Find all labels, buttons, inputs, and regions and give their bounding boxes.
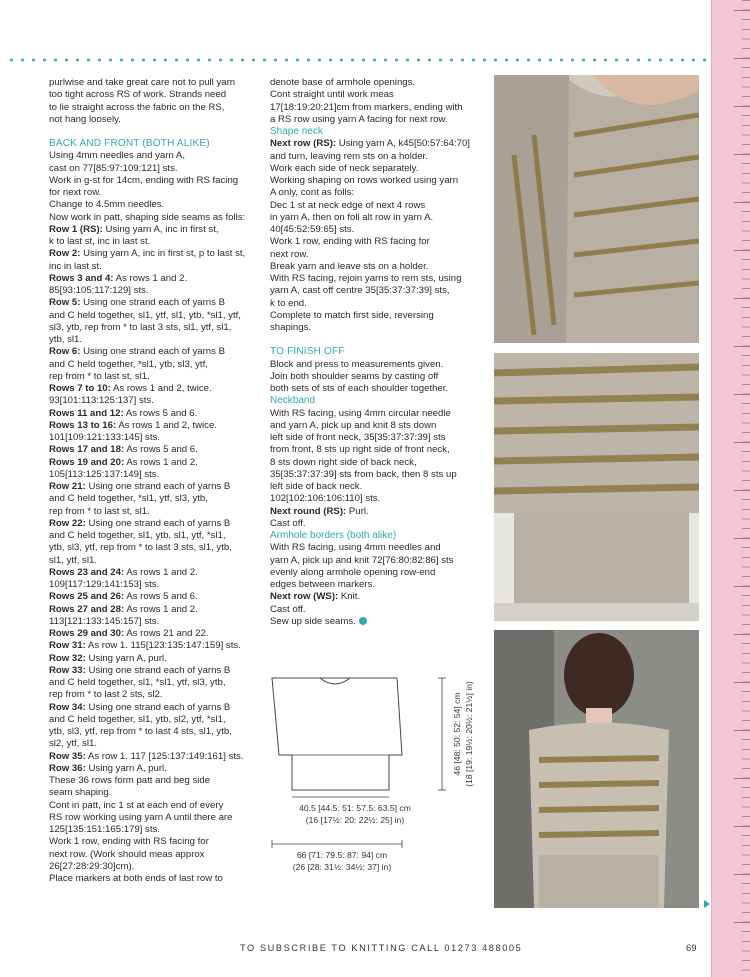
row-text: Using yarn A, purl. [85, 762, 167, 774]
text-line [49, 702, 259, 714]
text-line [49, 334, 259, 346]
text-line [270, 408, 480, 420]
row-text: Cont straight until work meas [270, 89, 394, 101]
text-line [270, 322, 480, 334]
text-line [270, 457, 480, 469]
text-line [270, 138, 480, 150]
text-line [49, 812, 259, 824]
text-line [270, 567, 480, 579]
row-label: Row 1 (RS): [49, 223, 103, 235]
text-line [270, 420, 480, 432]
row-label: Rows 17 and 18: [49, 444, 125, 456]
text-line [49, 591, 259, 603]
row-text: ytb, sl3, ytf, rep from * to last 3 sts, sl1, ytb, [49, 542, 232, 554]
row-text: These 36 rows form patt and beg side [49, 775, 211, 786]
row-text: Work in g-st for 14cm, ending with RS facing [49, 174, 239, 186]
pattern-column-right [270, 77, 480, 628]
intro-text [49, 77, 259, 126]
text-line [49, 199, 259, 211]
row-text: 101[109:121:133:145] sts. [49, 432, 160, 443]
text-line [270, 469, 480, 481]
row-text: Cast off. [270, 603, 306, 615]
row-text: and C held together, sl1, *sl1, ytf, sl3, ytb, [49, 677, 226, 688]
row-text: As row 1. 117 [125:137:149:161] sts. [85, 750, 244, 762]
row-text: and C held together, *sl1, ytf, sl3, ytb, [49, 493, 208, 505]
text-line [270, 555, 480, 567]
row-label: Next row (RS): [270, 138, 337, 150]
waist-in-label: (16 [17½: 20: 22½: 25] in) [305, 815, 405, 825]
text-line [49, 738, 259, 750]
ruler-major-tick [734, 874, 750, 875]
dotted-divider [6, 57, 706, 63]
ruler-major-tick [734, 634, 750, 635]
text-line [270, 102, 480, 114]
ruler-major-tick [734, 538, 750, 539]
row-text: As rows 21 and 22. [124, 628, 209, 639]
text-line [49, 297, 259, 309]
ruler-major-tick [734, 202, 750, 203]
row-text: left side of back neck. [270, 481, 363, 492]
row-text: inc in last st. [49, 260, 102, 272]
row-label: Rows 25 and 26: [49, 591, 125, 603]
row-text: for next row. [49, 187, 102, 198]
text-line [49, 175, 259, 187]
row-text: As rows 1 and 2. [124, 603, 198, 615]
text-line [49, 395, 259, 407]
row-text: yarn A, cast off centre 35[35:37:37:39] sts, [270, 285, 450, 297]
row-text: Block and press to measurements given. [270, 358, 444, 370]
ruler-strip [711, 0, 750, 977]
row-label: Row 34: [49, 701, 86, 713]
row-label: Next round (RS): [270, 505, 347, 517]
text-line [49, 751, 259, 763]
text-line [49, 836, 259, 848]
ruler-major-tick [734, 778, 750, 779]
text-line [49, 359, 259, 371]
ruler-major-tick [734, 298, 750, 299]
text-line [49, 248, 259, 260]
row-text: Work each side of neck separately. [270, 162, 419, 174]
row-text: Using yarn A, inc in first st, [102, 223, 219, 235]
row-text: denote base of armhole openings. [270, 77, 416, 88]
row-text: Using one strand each of yarns B [85, 701, 231, 713]
text-line [49, 628, 259, 640]
text-line [270, 481, 480, 493]
row-text: seam shaping. [49, 787, 112, 799]
text-line [270, 616, 480, 628]
row-text: 40[45:52:59:65] sts. [270, 224, 355, 235]
text-line [49, 775, 259, 787]
row-text: sl2, ytf, sl1. [49, 738, 97, 750]
row-text: 109[117:129:141:153] sts. [49, 579, 160, 590]
text-line [49, 787, 259, 799]
text-line [49, 824, 259, 836]
row-text: Cont in patt, inc 1 st at each end of every [49, 799, 224, 811]
end-bullet-icon [359, 617, 367, 625]
row-text: ytb, sl1. [49, 334, 83, 345]
row-text: As rows 1 and 2. [124, 566, 198, 578]
row-text: evenly along armhole opening row-end [270, 566, 436, 578]
text-line [49, 567, 259, 579]
text-line [49, 849, 259, 861]
text-line: to lie straight across the fabric on the RS, [49, 101, 225, 113]
row-label: Row 21: [49, 481, 86, 492]
row-text: and turn, leaving rem sts on a holder. [270, 150, 428, 162]
continue-marker-icon [704, 900, 710, 908]
ruler-major-tick [734, 826, 750, 827]
text-line [49, 187, 259, 199]
text-line [49, 653, 259, 665]
row-text: As rows 1 and 2, twice. [116, 419, 217, 431]
row-label: Row 33: [49, 664, 86, 676]
garment-schematic [262, 660, 492, 905]
row-label: Next row (WS): [270, 591, 339, 603]
row-text: As rows 5 and 6. [124, 444, 198, 456]
text-line [49, 224, 259, 236]
subscribe-footer: TO SUBSCRIBE TO KNITTING CALL 01273 488005 [240, 943, 523, 953]
text-line [49, 640, 259, 652]
photo-shoulder-detail [494, 75, 699, 343]
heading-back-front: BACK AND FRONT (BOTH ALIKE) [49, 138, 210, 149]
text-line [270, 310, 480, 322]
text-line [49, 530, 259, 542]
row-text: Using 4mm needles and yarn A, [49, 150, 185, 162]
row-label: Row 6: [49, 346, 81, 358]
text-line [270, 187, 480, 199]
text-line [270, 236, 480, 248]
heading-shape-neck: Shape neck [270, 126, 323, 137]
ruler-major-tick [734, 682, 750, 683]
text-line: too tight across RS of work. Strands need [49, 89, 227, 101]
row-label: Rows 29 and 30: [49, 628, 125, 639]
text-line [49, 493, 259, 505]
text-line [49, 383, 259, 395]
text-line [49, 555, 259, 567]
row-text: from front, 8 sts up right side of front neck, [270, 444, 450, 456]
text-line [270, 371, 480, 383]
row-text: With RS facing, using 4mm needles and [270, 542, 441, 554]
finish-instructions [270, 359, 480, 396]
row-text: k to end. [270, 297, 307, 309]
row-text: rep from * to last st, sl1. [49, 370, 150, 382]
text-line [270, 249, 480, 261]
row-text: 35[35:37:37:39] sts from back, then 8 sts up [270, 468, 457, 480]
text-line [270, 261, 480, 273]
text-line [270, 383, 480, 395]
text-line [270, 432, 480, 444]
row-text: and yarn A, pick up and knit 8 sts down [270, 419, 437, 431]
text-line [270, 591, 480, 603]
photo-model-back [494, 630, 699, 908]
row-label: Rows 19 and 20: [49, 456, 125, 468]
shape-neck-instructions [270, 138, 480, 334]
row-text: Purl. [346, 505, 369, 517]
text-line: purlwise and take great care not to pull yarn [49, 77, 236, 88]
row-text: Dec 1 st at neck edge of next 4 rows [270, 199, 426, 211]
row-text: As rows 1 and 2, twice. [110, 383, 212, 394]
text-line [270, 493, 480, 505]
row-text: 102[102:106:106:110] sts. [270, 493, 381, 505]
ruler-major-tick [734, 58, 750, 59]
schematic-neckline [320, 678, 350, 684]
text-line [270, 604, 480, 616]
ruler-major-tick [734, 922, 750, 923]
text-line [49, 481, 259, 493]
text-line [49, 273, 259, 285]
photo-front-pattern-detail [494, 353, 699, 621]
armhole-text [270, 77, 480, 126]
row-text: Using yarn A, inc in first st, p to last st, [80, 248, 246, 260]
armhole-instructions [270, 542, 480, 628]
ruler-major-tick [734, 154, 750, 155]
row-text: With RS facing, rejoin yarns to rem sts, using [270, 273, 462, 284]
row-text: cast on 77[85:97:109:121] sts. [49, 162, 178, 174]
row-label: Row 5: [49, 297, 81, 309]
text-line [49, 212, 259, 224]
row-text: Cast off. [270, 517, 306, 529]
row-text: Break yarn and leave sts on a holder. [270, 260, 429, 272]
text-line: not hang loosely. [49, 113, 121, 125]
text-line [49, 310, 259, 322]
row-text: Using one strand each of yarns B [80, 297, 225, 309]
text-line [49, 506, 259, 518]
row-label: Rows 13 to 16: [49, 419, 117, 431]
text-line [270, 89, 480, 101]
row-text: rep from * to last st, sl1. [49, 505, 150, 517]
text-line [270, 298, 480, 310]
row-text: k to last st, inc in last st. [49, 236, 151, 247]
text-line [270, 114, 480, 126]
row-text: Place markers at both ends of last row to [49, 873, 223, 884]
back-front-instructions [49, 150, 259, 885]
pattern-column-left [49, 77, 259, 885]
heading-neckband: Neckband [270, 395, 316, 407]
page-number: 69 [686, 943, 697, 954]
height-in-label: (18 [19: 19½: 20½: 21½] in) [464, 681, 474, 787]
row-text: 105[113:125:137:149] sts. [49, 468, 160, 480]
width-cm-label: 66 [71: 79.5: 87: 94] cm [296, 850, 388, 860]
height-cm-label: 46 [48: 50: 52: 54] cm [452, 692, 462, 776]
row-text: Using one strand each of yarns B [85, 481, 231, 492]
text-line [270, 163, 480, 175]
row-text: shapings. [270, 322, 312, 333]
text-line [49, 714, 259, 726]
row-text: in yarn A, then on foll alt row in yarn A. [270, 211, 434, 223]
ruler-major-tick [734, 394, 750, 395]
text-line [270, 579, 480, 591]
ruler-major-tick [734, 586, 750, 587]
text-line [49, 469, 259, 481]
text-line [49, 763, 259, 775]
row-text: A only, cont as folls: [270, 187, 355, 199]
text-line [270, 285, 480, 297]
text-line [270, 506, 480, 518]
text-line [270, 212, 480, 224]
text-line [49, 677, 259, 689]
text-line [49, 236, 259, 248]
row-text: a RS row using yarn A facing for next row. [270, 113, 448, 125]
row-text: As rows 1 and 2. [113, 272, 188, 284]
row-label: Rows 23 and 24: [49, 566, 125, 578]
row-text: 113[121:133:145:157] sts. [49, 615, 160, 627]
text-line [49, 604, 259, 616]
row-text: Using yarn A, k45[50:57:64:70] [336, 138, 470, 150]
row-text: rep from * to last 2 sts, sl2. [49, 689, 163, 701]
row-text: Using one strand each of yarns B [80, 346, 225, 358]
text-line [270, 359, 480, 371]
text-line [49, 800, 259, 812]
text-line [270, 151, 480, 163]
row-text: Using one strand each of yarns B [85, 664, 231, 676]
row-label: Row 35: [49, 750, 86, 762]
text-line [49, 408, 259, 420]
text-line [49, 726, 259, 738]
text-line [270, 542, 480, 554]
row-text: As rows 1 and 2. [124, 456, 198, 468]
row-label: Rows 7 to 10: [49, 383, 111, 394]
row-label: Rows 27 and 28: [49, 603, 125, 615]
width-in-label: (26 [28: 31½: 34½: 37] in) [292, 862, 392, 872]
row-text: Working shaping on rows worked using yarn [270, 175, 459, 186]
text-line [49, 285, 259, 297]
row-text: 93[101:113:125:137] sts. [49, 395, 154, 407]
ruler-major-tick [734, 490, 750, 491]
text-line [270, 224, 480, 236]
row-text: Work 1 row, ending with RS facing for [49, 836, 209, 848]
row-text: As row 1. 115[123:135:147:159] sts. [85, 640, 241, 652]
ruler-major-tick [734, 442, 750, 443]
row-text: left side of front neck, 35[35:37:37:39] sts [270, 432, 446, 443]
text-line [49, 150, 259, 162]
row-label: Row 22: [49, 517, 86, 529]
row-text: RS row working using yarn A until there are [49, 811, 233, 823]
row-text: Using one strand each of yarns B [85, 517, 231, 529]
row-text: both sets of sts of each shoulder together. [270, 383, 449, 394]
schematic-outline [272, 678, 402, 790]
row-text: Using yarn A, purl. [85, 652, 167, 664]
text-line [270, 77, 480, 89]
row-text: Complete to match first side, reversing [270, 309, 434, 321]
row-text: 26[27:28:29:30]cm). [49, 860, 135, 872]
text-line [49, 163, 259, 175]
text-line [270, 200, 480, 212]
text-line [49, 432, 259, 444]
row-text: next row. [270, 248, 309, 260]
row-label: Rows 11 and 12: [49, 407, 124, 419]
row-text: Change to 4.5mm needles. [49, 199, 165, 211]
text-line [49, 420, 259, 432]
neckband-instructions [270, 408, 480, 531]
text-line [49, 689, 259, 701]
text-line [49, 579, 259, 591]
row-label: Row 31: [49, 640, 86, 652]
row-text: and C held together, *sl1, ytb, sl3, ytf, [49, 358, 208, 370]
heading-armhole-borders: Armhole borders (both alike) [270, 530, 397, 541]
row-text: ytb, sl3, ytf, rep from * to last 4 sts, sl1, ytb, [49, 726, 232, 737]
row-text: edges between markers. [270, 579, 376, 590]
row-text: Join both shoulder seams by casting off [270, 370, 439, 382]
row-text: sl3, ytb, rep from * to last 3 sts, sl1, ytf, sl1, [49, 321, 232, 333]
row-text: Knit. [338, 591, 361, 603]
row-text: As rows 5 and 6. [123, 407, 198, 419]
text-line [49, 616, 259, 628]
waist-cm-label: 40.5 [44.5: 51: 57.5: 63.5] cm [299, 803, 411, 813]
row-text: next row. (Work should meas approx [49, 848, 205, 860]
row-text: and C held together, sl1, ytb, sl2, ytf, *sl1, [49, 713, 226, 725]
row-text: Now work in patt, shaping side seams as folls: [49, 211, 246, 223]
row-text: 8 sts down right side of back neck, [270, 456, 417, 468]
row-label: Row 32: [49, 652, 86, 664]
row-label: Row 2: [49, 248, 81, 260]
text-line [49, 322, 259, 334]
text-line [270, 175, 480, 187]
text-line [49, 444, 259, 456]
text-line [49, 518, 259, 530]
ruler-major-tick [734, 730, 750, 731]
text-line [49, 873, 259, 885]
row-text: sl1, ytf, sl1. [49, 554, 97, 566]
row-label: Rows 3 and 4: [49, 272, 114, 284]
row-text: 85[93:105:117:129] sts. [49, 285, 149, 296]
row-text: and C held together, sl1, ytb, sl1, ytf, *sl1, [49, 530, 226, 541]
row-text: 125[135:151:165:179] sts. [49, 824, 160, 835]
text-line [49, 457, 259, 469]
ruler-major-tick [734, 250, 750, 251]
text-line [270, 444, 480, 456]
text-line [49, 542, 259, 554]
text-line [270, 273, 480, 285]
text-line [270, 518, 480, 530]
row-text: 17[18:19:20:21]cm from markers, ending with [270, 101, 463, 113]
row-text: As rows 5 and 6. [124, 591, 198, 603]
heading-to-finish: TO FINISH OFF [270, 346, 345, 358]
text-line [49, 346, 259, 358]
row-text: and C held together, sl1, ytf, sl1, ytb, *sl1, ytf, [49, 309, 241, 321]
text-line [49, 665, 259, 677]
text-line [49, 371, 259, 383]
row-text: yarn A, pick up and knit 72[76:80:82:86] sts [270, 554, 454, 566]
ruler-major-tick [734, 106, 750, 107]
ruler-major-tick [734, 346, 750, 347]
row-text: Work 1 row, ending with RS facing for [270, 236, 430, 248]
ruler-major-tick [734, 10, 750, 11]
text-line [49, 261, 259, 273]
row-text: Sew up side seams. [270, 615, 356, 627]
row-text: With RS facing, using 4mm circular needle [270, 407, 451, 419]
row-label: Row 36: [49, 762, 86, 774]
text-line [49, 861, 259, 873]
